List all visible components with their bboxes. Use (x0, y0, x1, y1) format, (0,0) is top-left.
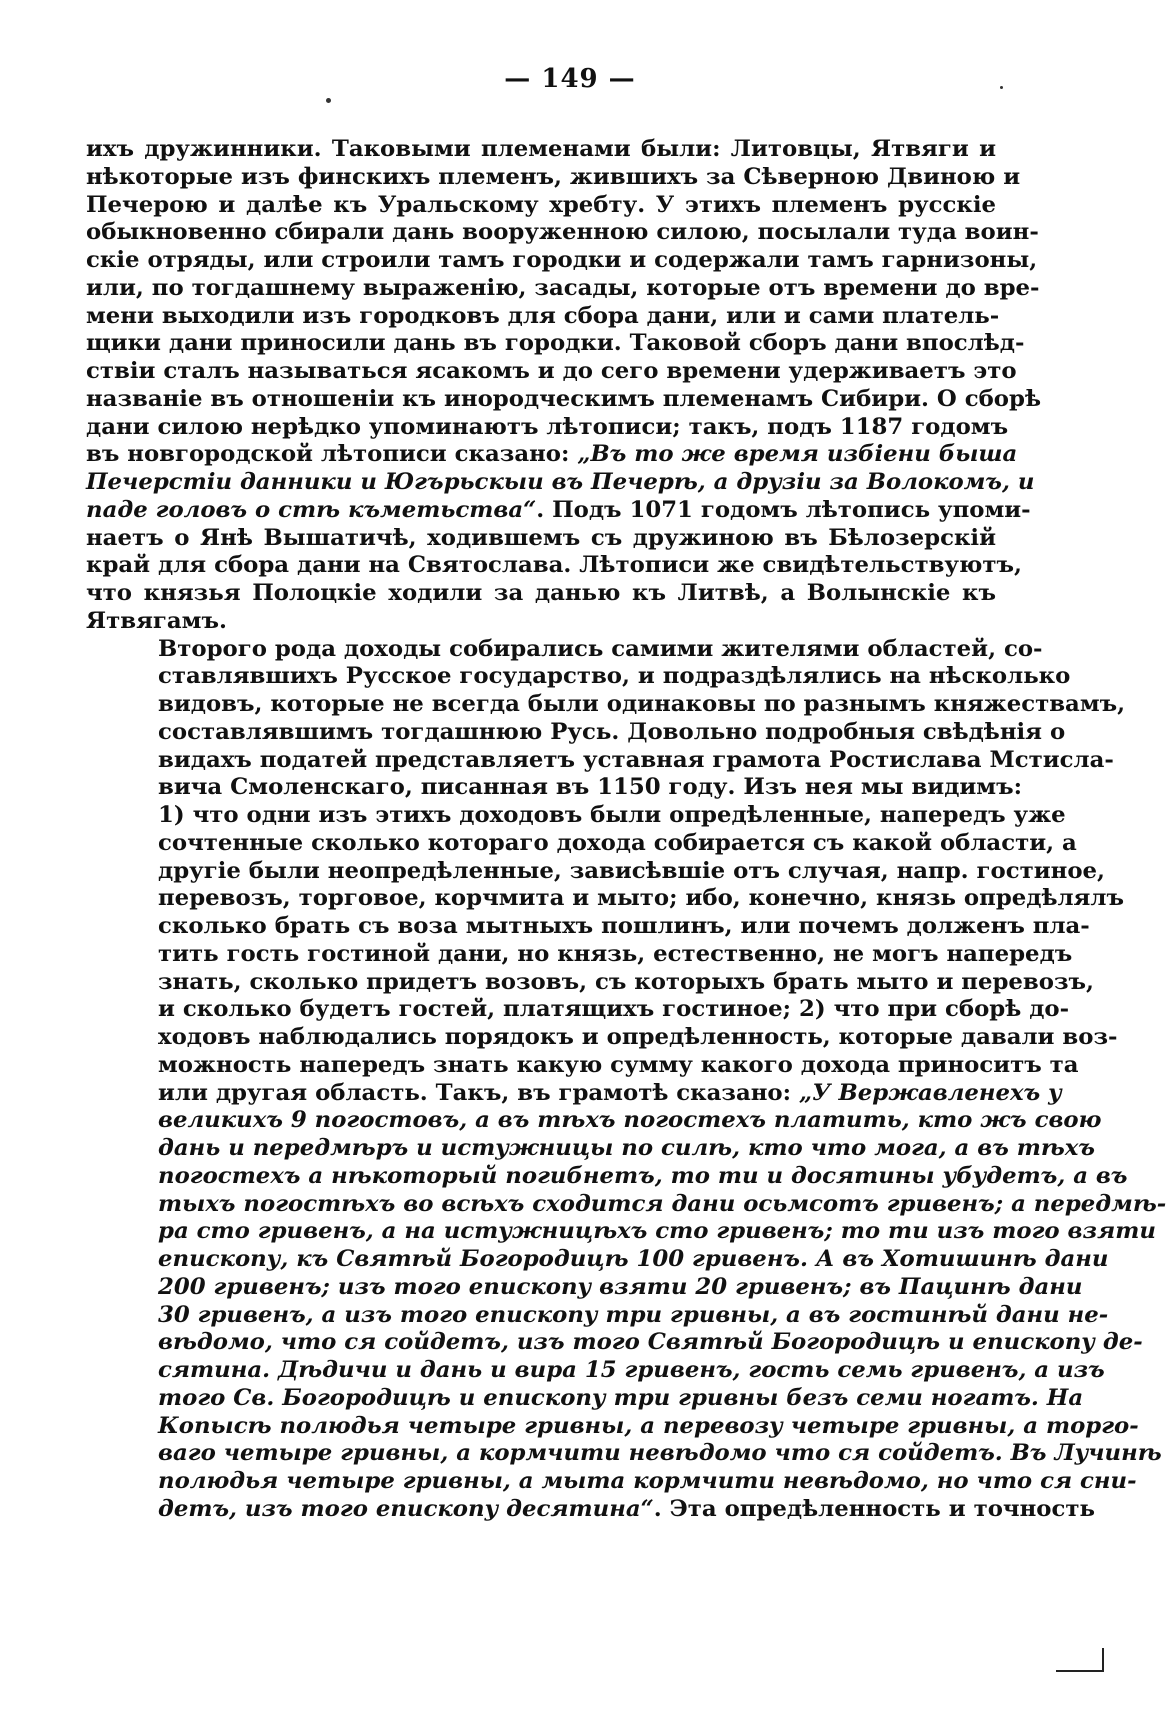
quoted-text: Печерстіи данники и Югърьскыи въ Печерѣ, а друзіи за Волокомъ, и (86, 469, 1035, 495)
text-line (86, 857, 1105, 886)
text-line (86, 885, 1124, 913)
text-line (86, 1468, 1137, 1496)
text-line (86, 913, 1090, 941)
text-line (86, 552, 1022, 580)
text-line (86, 580, 996, 608)
text-line (86, 302, 1000, 331)
text-span: знать, сколько придетъ возовъ, съ которыхъ брать мыто и перевозъ, (158, 968, 1094, 995)
corner-crop-mark (1056, 1648, 1104, 1672)
print-speck (1000, 86, 1003, 89)
text-line (86, 1384, 1084, 1413)
text-line (86, 192, 996, 220)
text-line (86, 358, 1017, 386)
text-span: или другая область. Такъ, въ грамотѣ сказано: (158, 1079, 799, 1106)
text-line (86, 1190, 1166, 1219)
text-span: ствіи сталъ называться ясакомъ и до сего времени удерживаетъ это (86, 358, 1017, 384)
quoted-text: „Въ то же время избіени быша (577, 441, 1018, 468)
text-line (86, 1051, 1079, 1080)
text-span: скіе отряды, или строили тамъ городки и содержали тамъ гарнизоны, (86, 247, 1038, 273)
quoted-text: „У Вержавленехъ у (798, 1079, 1062, 1106)
quoted-text: Копысѣ полюдья четыре гривны, а перевозу четыре гривны, а торго- (158, 1412, 1139, 1439)
text-line (86, 163, 1021, 192)
quoted-text: ра сто гривенъ, а на истужницѣхъ сто гривенъ; то ти изъ того взяти (158, 1218, 1156, 1245)
text-line (86, 469, 1035, 497)
text-line (86, 1079, 1062, 1108)
text-span: Второго рода доходы собирались самими жителями областей, со- (158, 635, 1043, 662)
text-span: край для сбора дани на Святослава. Лѣтописи же свидѣтельствуютъ, (86, 552, 1022, 579)
text-line (86, 1301, 1109, 1330)
text-span: . Эта опредѣленность и точность (653, 1495, 1095, 1522)
quoted-text: паде головъ о стѣ къметьства“ (86, 496, 537, 523)
text-line (86, 1107, 1102, 1135)
quoted-text: тыхъ погостѣхъ во всѣхъ сходится дани осьмсотъ гривенъ; а передмѣ- (158, 1190, 1166, 1217)
text-line (86, 413, 1009, 442)
quoted-text: погостехъ а нѣкоторый погибнетъ, то ти и досятины убудетъ, а въ (158, 1162, 1128, 1189)
text-line (86, 219, 1039, 247)
text-span: сколько брать съ воза мытныхъ пошлинъ, или почемъ долженъ пла- (158, 913, 1090, 939)
text-line (86, 1135, 1095, 1163)
text-span: наетъ о Янѣ Вышатичѣ, ходившемъ съ дружиною въ Бѣлозерскій (86, 524, 996, 551)
text-line (86, 385, 1041, 414)
text-line (86, 1218, 1156, 1246)
quoted-text: вѣдомо, что ся сойдетъ, изъ того Святѣй Богородицѣ и епископу де- (158, 1329, 1143, 1356)
page-number: — 149 — (504, 64, 636, 94)
text-line (86, 968, 1094, 997)
text-span: названіе въ отношеніи къ инородческимъ племенамъ Сибири. О сборѣ (86, 385, 1041, 412)
text-line (86, 996, 1070, 1024)
quoted-text: полюдья четыре гривны, а мыта кормчити невѣдомо, но что ся сни- (158, 1468, 1137, 1494)
text-line (86, 1273, 1083, 1302)
text-line (86, 1024, 1118, 1052)
text-line (86, 1412, 1139, 1441)
text-span: дани силою нерѣдко упоминаютъ лѣтописи; такъ, подъ 1187 годомъ (86, 413, 1009, 440)
quoted-text: 200 гривенъ; изъ того епископу взяти 20 гривенъ; въ Пацинѣ дани (158, 1273, 1083, 1300)
quoted-text: того Св. Богородицѣ и епископу три гривны безъ семи ногатъ. На (158, 1384, 1084, 1411)
text-span: перевозъ, торговое, корчмита и мыто; ибо, конечно, князь опредѣлялъ (158, 885, 1124, 912)
text-span: сочтенные сколько котораго дохода собирается съ какой области, а (158, 829, 1077, 856)
text-line (86, 608, 996, 636)
text-line (86, 635, 1043, 664)
text-span: . Подъ 1071 годомъ лѣтопись упоми- (536, 496, 1031, 523)
text-span: видовъ, которые не всегда были одинаковы по разнымъ княжествамъ, (158, 691, 1126, 717)
text-span: другіе были неопредѣленные, зависѣвшіе отъ случая, напр. гостиное, (158, 857, 1105, 884)
quoted-text: епископу, къ Святѣй Богородицѣ 100 гривенъ. А въ Хотишинѣ дани (158, 1246, 1109, 1272)
text-line (86, 525, 996, 553)
text-line (86, 247, 1038, 275)
text-span: что князья Полоцкіе ходили за данью къ Литвѣ, а Волынскіе къ (86, 580, 996, 606)
text-span: тить гость гостиной дани, но князь, естественно, не могъ напередъ (158, 940, 1073, 967)
text-span: нѣкоторые изъ финскихъ племенъ, жившихъ за Сѣверною Двиною и (86, 163, 1021, 190)
text-line (86, 330, 1025, 358)
text-span: можность напередъ знать какую сумму какого дохода приноситъ та (158, 1051, 1079, 1078)
paragraph (86, 635, 1166, 1524)
paragraph (86, 136, 1041, 636)
text-line (86, 1162, 1128, 1191)
text-span: ходовъ наблюдались порядокъ и опредѣленность, которые давали воз- (158, 1024, 1118, 1050)
text-span: 1) что одни изъ этихъ доходовъ были опредѣленные, напередъ уже (158, 802, 1066, 828)
text-span: ставлявшихъ Русское государство, и подраздѣлялись на нѣсколько (158, 663, 1071, 690)
text-line (86, 663, 1071, 691)
text-span: составлявшимъ тогдашнюю Русь. Довольно подробныя свѣдѣнія о (158, 718, 1066, 745)
text-span: щики дани приносили дань въ городки. Таковой сборъ дани впослѣд- (86, 330, 1025, 357)
text-line (86, 1495, 1095, 1524)
text-span: обыкновенно сбирали дань вооруженною силою, посылали туда воин- (86, 219, 1039, 246)
quoted-text: сятина. Дѣдичи и дань и вира 15 гривенъ, гость семь гривенъ, а изъ (158, 1357, 1105, 1383)
body-text (86, 136, 1166, 1524)
text-line (86, 774, 1022, 802)
text-line (86, 1329, 1143, 1357)
text-line (86, 496, 1031, 525)
text-line (86, 940, 1073, 969)
text-span: Печерою и далѣе къ Уральскому хребту. У этихъ племенъ русскіе (86, 191, 996, 218)
text-line (86, 691, 1126, 719)
text-line (86, 802, 1066, 830)
text-span: или, по тогдашнему выраженію, засады, которые отъ времени до вре- (86, 274, 1040, 301)
quoted-text: 30 гривенъ, а изъ того епископу три гривны, а въ гостинѣй дани не- (158, 1301, 1109, 1328)
text-line (86, 746, 1114, 775)
quoted-text: великихъ 9 погостовъ, а въ тѣхъ погостехъ платить, кто жъ свою (158, 1107, 1102, 1134)
text-span: и сколько будетъ гостей, платящихъ гостиное; 2) что при сборѣ до- (158, 996, 1070, 1023)
text-line (86, 829, 1077, 858)
text-line (86, 1246, 1109, 1274)
text-line (86, 441, 1018, 469)
quoted-text: ваго четыре гривны, а кормчити невѣдомо что ся сойдетъ. Въ Лучинѣ (158, 1440, 1162, 1467)
text-line (86, 1357, 1105, 1385)
text-span: вича Смоленскаго, писанная въ 1150 году. Изъ нея мы видимъ: (158, 774, 1022, 801)
text-line (86, 718, 1066, 747)
text-span: Ятвягамъ. (86, 607, 227, 634)
text-span: ихъ дружинники. Таковыми племенами были: Литовцы, Ятвяги и (86, 136, 996, 162)
quoted-text: дань и передмѣръ и истужницы по силѣ, кто что мога, а въ тѣхъ (158, 1135, 1095, 1161)
text-line (86, 274, 1040, 303)
text-line (86, 136, 996, 164)
text-span: видахъ податей представляетъ уставная грамота Ростислава Мстисла- (158, 746, 1114, 773)
text-span: мени выходили изъ городковъ для сбора дани, или и сами платель- (86, 302, 1000, 329)
quoted-text: детъ, изъ того епископу десятина“ (158, 1495, 654, 1522)
text-line (86, 1440, 1162, 1468)
print-speck (326, 98, 331, 103)
text-span: въ новгородской лѣтописи сказано: (86, 441, 578, 468)
